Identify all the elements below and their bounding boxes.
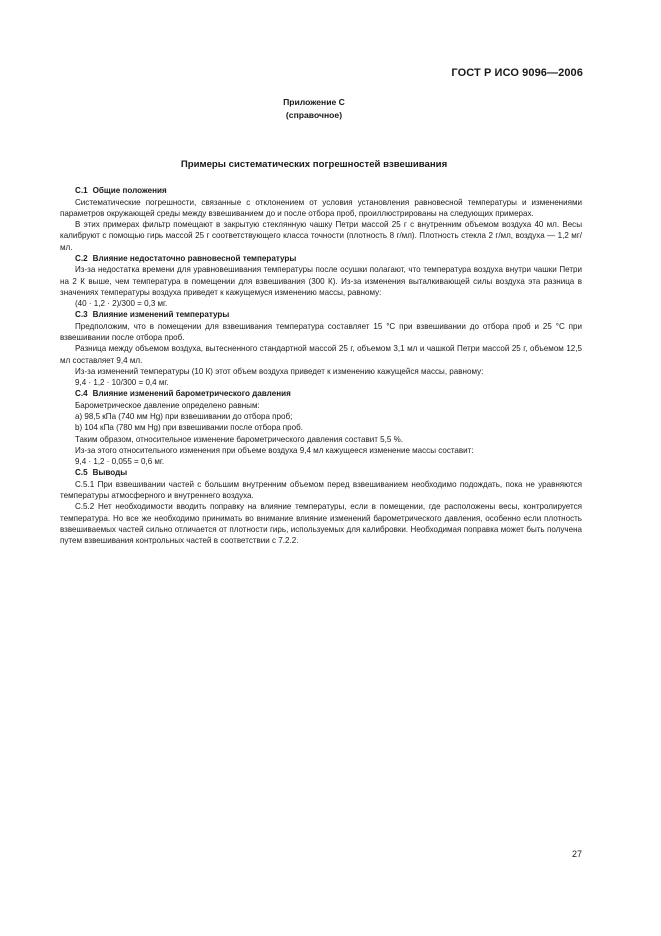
section-title: Выводы bbox=[92, 468, 128, 478]
appendix-subtitle: (справочное) bbox=[285, 110, 343, 120]
formula: 9,4 · 1,2 · 0,055 = 0,6 мг. bbox=[75, 457, 165, 466]
document-body bbox=[60, 185, 582, 546]
paragraph: Систематические погрешности, связанные с отклонением от условия установления равновесной температуры и изменениями параметров окружающей среды между взвешиванием до и после отбора проб, проиллюстрированы на следующих примерах. bbox=[60, 197, 582, 218]
paragraph: Барометрическое давление определено равным: bbox=[75, 400, 260, 410]
section-number: С.5 bbox=[75, 468, 88, 478]
paragraph: С.5.1 При взвешивании частей с большим внутренним объемом перед взвешиванием необходимо подождать, пока не уравняются температуры атмосферного и внутреннего воздуха. bbox=[60, 479, 582, 500]
section-number: С.2 bbox=[75, 253, 88, 263]
document-code: ГОСТ Р ИСО 9096—2006 bbox=[451, 67, 583, 79]
section-number: С.4 bbox=[75, 389, 88, 399]
section-heading-c3 bbox=[60, 309, 582, 321]
appendix-heading bbox=[0, 96, 628, 122]
page-number: 27 bbox=[571, 849, 582, 859]
section-title: Общие положения bbox=[92, 186, 167, 195]
paragraph: Из-за недостатка времени для уравновешивания температуры после осушки полагают, что температура воздуха внутри чашки Петри на 2 К выше, чем температура в помещении для взвешивания (300 К). Из-за изменения выталкивающей силы воздуха эта разница в значениях температуры воздуха приведет к кажущемуся изменению массы, равному: bbox=[60, 265, 582, 297]
section-heading-c2 bbox=[60, 253, 582, 265]
paragraph: Таким образом, относительное изменение барометрического давления составит 5,5 %. bbox=[75, 434, 403, 444]
section-title: Влияние недостаточно равновесной температуры bbox=[92, 253, 297, 263]
section-heading-c1 bbox=[60, 185, 582, 197]
formula: 9,4 · 1,2 · 10/300 = 0,4 мг. bbox=[75, 378, 169, 387]
paragraph: Из-за этого относительного изменения при объеме воздуха 9,4 мл кажущееся изменение массы составит: bbox=[75, 445, 474, 455]
section-title: Влияние изменений барометрического давления bbox=[92, 389, 291, 399]
list-item-a: a) 98,5 кПа (740 мм Hg) при взвешивании до отбора проб; bbox=[75, 412, 293, 421]
section-title: Влияние изменений температуры bbox=[92, 310, 230, 320]
page-title: Примеры систематических погрешностей взвешивания bbox=[180, 159, 448, 170]
paragraph: Разница между объемом воздуха, вытесненного стандартной массой 25 г, объемом 3,1 мл и чашкой Петри массой 25 г, объемом 12,5 мл составляет 9,4 мл. bbox=[60, 344, 582, 365]
section-number: С.3 bbox=[75, 310, 88, 320]
paragraph: С.5.2 Нет необходимости вводить поправку на влияние температуры, если в помещении, где расположены весы, контролируется температура. Но все же необходимо принимать во внимание влияние изменений барометрического давления, особенно если плотность взвешиваемых частей сильно отличается от плотности гирь, используемых для калибровки. Необходимая поправка может быть получена путем взвешивания контрольных частей в соответствии с 7.2.2. bbox=[60, 502, 582, 545]
paragraph: Предположим, что в помещении для взвешивания температура составляет 15 °С при взвешивании до отбора проб и 25 °С при взвешивании после отбора проб. bbox=[60, 321, 582, 342]
paragraph: В этих примерах фильтр помещают в закрытую стеклянную чашку Петри массой 25 г с внутренним объемом воздуха 40 мл. Весы калибруют с помощью гирь массой 25 г соответствующего класса точности (плотность 8 г/мл). Плотность стекла 2 г/мл, воздуха — 1,2 мг/мл. bbox=[60, 220, 582, 252]
formula: (40 · 1,2 · 2)/300 = 0,3 мг. bbox=[75, 299, 168, 308]
section-number: С.1 bbox=[75, 186, 88, 195]
paragraph: Из-за изменений температуры (10 К) этот объем воздуха приведет к изменению кажущейся массы, равному: bbox=[75, 366, 484, 376]
section-heading-c4 bbox=[60, 388, 582, 400]
section-heading-c5 bbox=[60, 467, 582, 479]
list-item-b: b) 104 кПа (780 мм Hg) при взвешивании после отбора проб. bbox=[75, 423, 303, 433]
appendix-title: Приложение С bbox=[283, 97, 345, 107]
